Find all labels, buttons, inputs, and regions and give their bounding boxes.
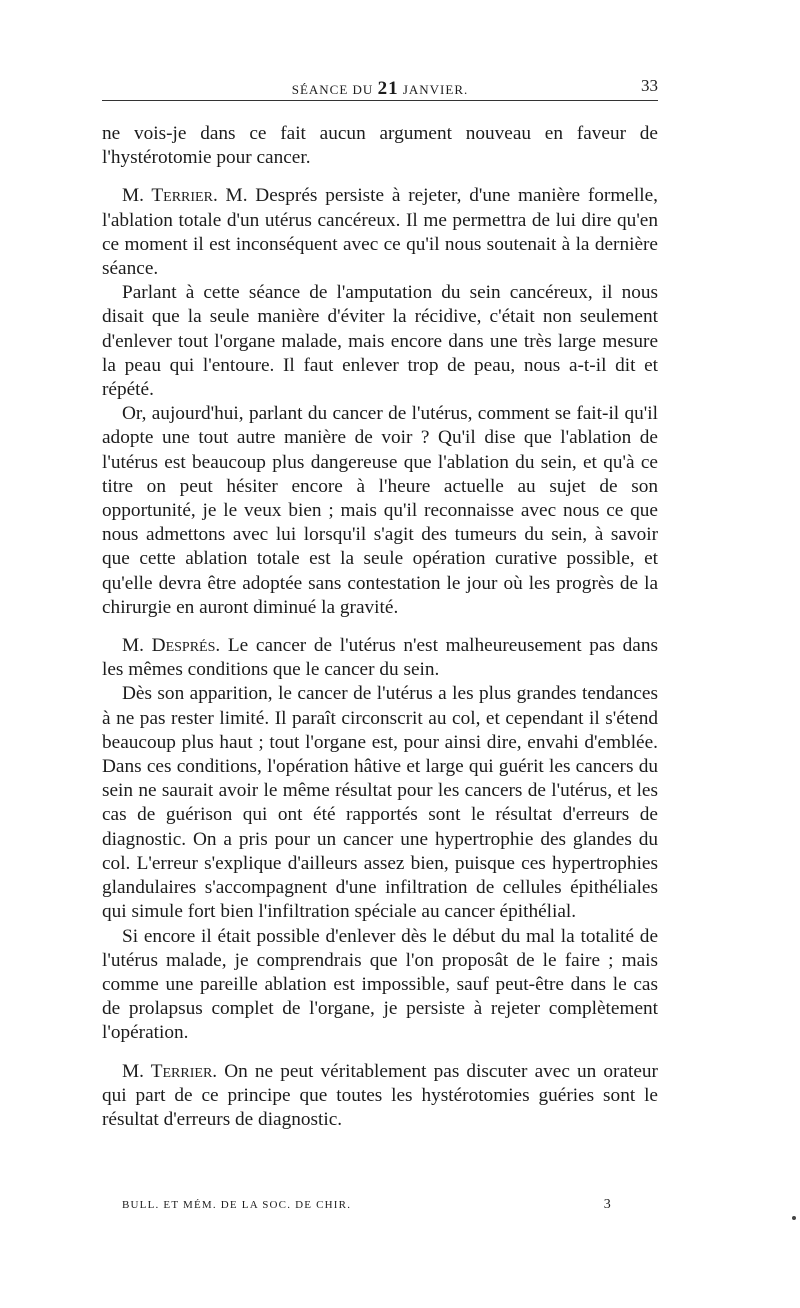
paragraph-6: Dès son apparition, le cancer de l'utérus a les plus grandes tendances à ne pas rester limité. Il paraît circonscrit au col, et cependant il s'étend beaucoup plus haut ; tout l'organe est, pour ainsi dire, envahi d'emblée. Dans ces conditions, l'opération hâtive et large qui guérit les cancers du sein ne saurait avoir le même résultat pour les cancers de l'utérus, et les cas de guérison qui ont été rapportés sont le résultat d'erreurs de diagnostic. On a pris pour un cancer une hypertrophie des glandes du col. L'erreur s'explique d'ailleurs assez bien, puisque ces hypertrophies glandulaires s'accompagnent d'une infiltration de cellules épithéliales qui simule fort bien l'infiltration spéciale au cancer épithélial. bbox=[102, 683, 658, 923]
paragraph-4: Or, aujourd'hui, parlant du cancer de l'utérus, comment se fait-il qu'il adopte une tout autre manière de voir ? Qu'il dise que l'ablation de l'utérus est beaucoup plus dangereuse que l'ablation du sein, et qu'à ce titre on peut hésiter encore à l'heure actuelle au sujet de son opportunité, je le veux bien ; mais qu'il reconnaisse avec nous ce que nous admettons avec lui lorsqu'il s'agit des tumeurs du sein, à savoir que cette ablation totale est la seule opération curative possible, et qu'elle devra être adoptée sans contestation le jour où les progrès de la chirurgie en auront diminué la gravité. bbox=[102, 403, 658, 618]
running-header bbox=[102, 76, 658, 101]
footer-text: BULL. ET MÉM. DE LA SOC. DE CHIR. bbox=[122, 1199, 352, 1211]
speech-text: Le cancer de l'utérus n'est malheureusement pas dans les mêmes conditions que le cancer du sein. bbox=[102, 635, 658, 681]
margin-dot bbox=[792, 1216, 796, 1220]
body-text bbox=[102, 122, 658, 1132]
speech-text: M. Després persiste à rejeter, d'une manière formelle, l'ablation totale d'un utérus cancéreux. Il me permettra de lui dire qu'en ce moment il est inconséquent avec ce qu'il nous soutenait à la dernière séance. bbox=[102, 185, 658, 280]
speech-text: On ne peut véritablement pas discuter avec un orateur qui part de ce principe que toutes les hystérotomies guéries sont le résultat d'erreurs de diagnostic. bbox=[102, 1060, 658, 1130]
footer bbox=[122, 1199, 612, 1211]
paragraph-terrier-1 bbox=[102, 184, 658, 281]
title-day: 21 bbox=[377, 78, 399, 99]
running-title bbox=[102, 78, 658, 100]
page-number: 33 bbox=[641, 76, 658, 95]
speaker-terrier: M. Terrier. bbox=[122, 185, 218, 207]
title-left: SÉANCE DU bbox=[291, 82, 378, 97]
paragraph-continuation: ne vois-je dans ce fait aucun argument nouveau en faveur de l'hystérotomie pour cancer. bbox=[102, 123, 658, 169]
paragraph-despres bbox=[102, 634, 658, 682]
paragraph-7: Si encore il était possible d'enlever dès le début du mal la totalité de l'utérus malade, je comprendrais que l'on proposât de le faire ; mais comme une pareille ablation est impossible, sauf peut-être dans le cas de prolapsus complet de l'organe, je persiste à rejeter complètement l'opération. bbox=[102, 925, 658, 1044]
signature-mark: 3 bbox=[603, 1197, 612, 1212]
paragraph-3: Parlant à cette séance de l'amputation du sein cancéreux, il nous disait que la seule manière d'éviter la récidive, c'était non seulement d'enlever tout l'organe malade, mais encore dans une très large mesure la peau qui l'entoure. Il faut enlever trop de peau, nous a-t-il dit et répété. bbox=[102, 282, 658, 401]
title-right: JANVIER. bbox=[398, 82, 469, 97]
speaker-terrier: M. Terrier. bbox=[122, 1060, 218, 1082]
paragraph-terrier-2 bbox=[102, 1060, 658, 1133]
speaker-despres: M. Després. bbox=[122, 635, 221, 657]
